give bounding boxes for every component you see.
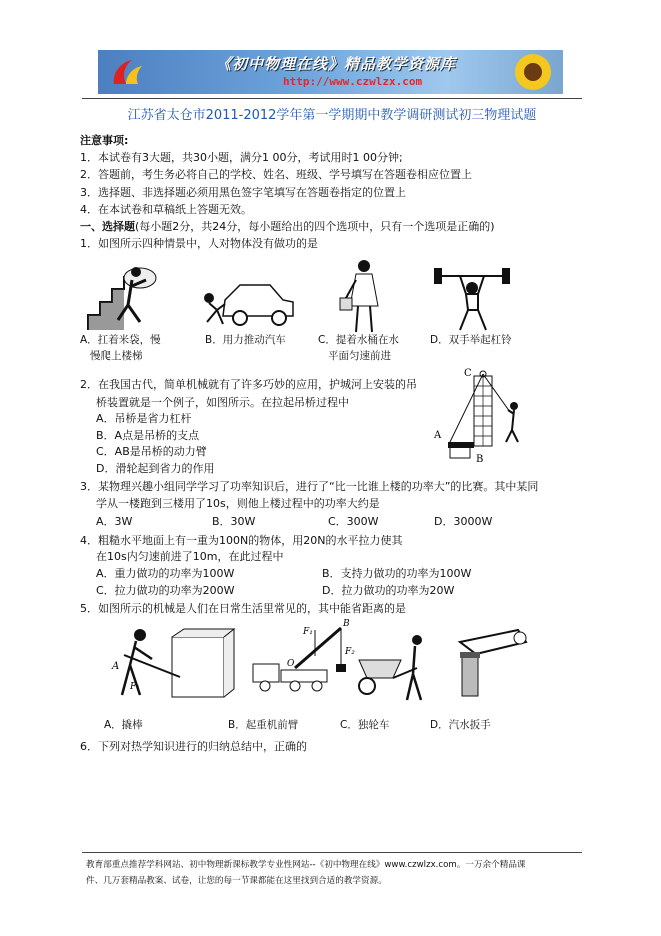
q1-fig-b-push-car-icon bbox=[195, 280, 295, 330]
q5-label-f1-a: F₁ bbox=[130, 682, 140, 692]
q3-line: 学从一楼跑到三楼用了10s，则他上楼过程中的功率大约是 bbox=[96, 497, 380, 510]
q4-line: 在10s内匀速前进了10m，在此过程中 bbox=[96, 550, 284, 563]
q5-fig-crane-icon bbox=[245, 620, 355, 700]
q5-label-f1-b: F₁ bbox=[303, 627, 313, 637]
q3-option-d: D．3000W bbox=[434, 515, 493, 528]
q4-option-b: B．支持力做功的功率为100W bbox=[322, 567, 472, 580]
site-logo-icon bbox=[110, 56, 146, 88]
q1-fig-c-bucket-girl-icon bbox=[338, 258, 388, 336]
q2-option-a: A．吊桥是省力杠杆 bbox=[96, 412, 192, 425]
q2-option-c: C．AB是吊桥的动力臂 bbox=[96, 445, 207, 458]
q2-line: 桥装置就是一个例子，如图所示。在拉起吊桥过程中 bbox=[96, 396, 349, 409]
q2-line: 2．在我国古代，简单机械就有了许多巧妙的应用，护城河上安装的吊 bbox=[80, 378, 417, 391]
page-title: 江苏省太仓市2011-2012学年第一学期期中教学调研测试初三物理试题 bbox=[127, 108, 537, 123]
q1-fig-a-stairs-man-icon bbox=[88, 260, 168, 330]
q2-label-c: C bbox=[464, 368, 472, 379]
q1-option-b: B．用力推动汽车 bbox=[205, 334, 286, 346]
q5-stem: 5．如图所示的机械是人们在日常生活里常见的，其中能省距离的是 bbox=[80, 602, 406, 615]
notice-item: 3．选择题、非选择题必须用黑色签字笔填写在答题卷指定的位置上 bbox=[80, 186, 406, 199]
site-banner bbox=[98, 50, 563, 94]
q3-option-c: C．300W bbox=[328, 515, 379, 528]
notice-item: 2．答题前，考生务必将自己的学校、姓名、班级、学号填写在答题卷相应位置上 bbox=[80, 168, 472, 181]
q1-stem: 1．如图所示四种情景中，人对物体没有做功的是 bbox=[80, 237, 318, 250]
q1-option-c: C．提着水桶在水 bbox=[318, 334, 399, 346]
q3-option-a: A．3W bbox=[96, 515, 133, 528]
q5-option-a: A．撬棒 bbox=[104, 719, 143, 731]
banner-url[interactable]: http://www.czwlzx.com bbox=[283, 75, 423, 88]
q2-label-b: B bbox=[476, 454, 484, 465]
q5-fig-wheelbarrow-icon bbox=[355, 630, 435, 706]
q5-option-c: C．独轮车 bbox=[340, 719, 390, 731]
q3-option-b: B．30W bbox=[212, 515, 256, 528]
q5-option-d: D．汽水扳手 bbox=[430, 719, 491, 731]
q4-option-c: C．拉力做功的功率为200W bbox=[96, 584, 235, 597]
q1-option-a-cont: 慢爬上楼梯 bbox=[90, 350, 143, 362]
q2-option-d: D．滑轮起到省力的作用 bbox=[96, 462, 215, 475]
notice-item: 4．在本试卷和草稿纸上答题无效。 bbox=[80, 203, 252, 216]
header-rule bbox=[82, 98, 582, 99]
sunflower-icon bbox=[503, 50, 563, 94]
q5-label-o: O bbox=[287, 659, 295, 669]
q1-option-d: D．双手举起杠铃 bbox=[430, 334, 512, 346]
footer-line: 件、几万套精品教案、试卷，让您的每一节课都能在这里找到合适的教学资源。 bbox=[86, 876, 387, 886]
q2-option-b: B．A点是吊桥的支点 bbox=[96, 429, 200, 442]
q5-option-b: B．起重机前臂 bbox=[228, 719, 299, 731]
q5-fig-bottle-opener-icon bbox=[456, 628, 546, 698]
q5-fig-crowbar-icon bbox=[110, 625, 240, 705]
q3-line: 3．某物理兴趣小组同学学习了功率知识后，进行了“比一比谁上楼的功率大”的比赛。其中某同 bbox=[80, 480, 539, 493]
q5-label-a: A bbox=[112, 661, 120, 672]
q1-fig-d-barbell-icon bbox=[432, 266, 512, 332]
section-desc: (每小题2分，共24分，每小题给出的四个选项中，只有一个选项是正确的) bbox=[135, 220, 495, 233]
q4-option-a: A．重力做功的功率为100W bbox=[96, 567, 235, 580]
q4-option-d: D．拉力做功的功率为20W bbox=[322, 584, 455, 597]
notice-item: 1．本试卷有3大题，共30小题，满分1 00分，考试用时1 00分钟; bbox=[80, 151, 403, 164]
section-heading bbox=[80, 220, 495, 234]
section-title: 一、选择题 bbox=[80, 220, 135, 233]
q1-option-c-cont: 平面匀速前进 bbox=[328, 350, 391, 362]
q6-stem: 6．下列对热学知识进行的归纳总结中，正确的 bbox=[80, 740, 307, 753]
banner-title: 《初中物理在线》精品教学资源库 bbox=[216, 55, 457, 73]
q4-line: 4．粗糙水平地面上有一重为100N的物体，用20N的水平拉力使其 bbox=[80, 534, 403, 547]
q5-label-f2: F₂ bbox=[345, 647, 355, 657]
notice-heading: 注意事项: bbox=[80, 134, 129, 147]
q2-label-a: A bbox=[434, 430, 442, 441]
footer-rule bbox=[82, 852, 582, 853]
q2-drawbridge-figure bbox=[434, 362, 550, 472]
footer-line: 教育部重点推荐学科网站、初中物理新课标教学专业性网站--《初中物理在线》www.czwlzx.com。一万余个精品课 bbox=[86, 860, 526, 870]
q1-option-a: A．扛着米袋，慢 bbox=[80, 334, 161, 346]
q5-label-b: B bbox=[343, 619, 350, 629]
